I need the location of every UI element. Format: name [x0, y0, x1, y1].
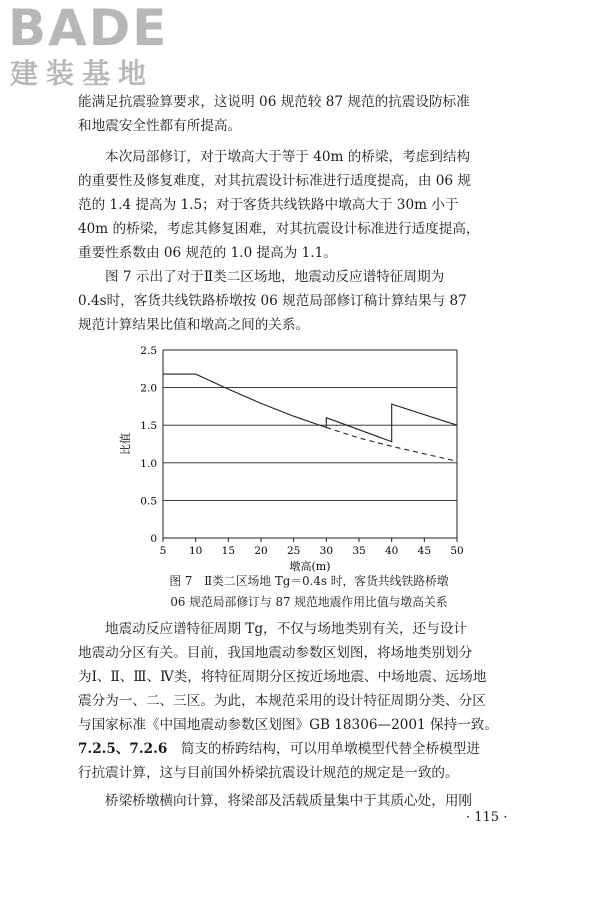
y-tick-label: 1.0: [140, 457, 157, 470]
paragraph-2: [78, 145, 540, 265]
text-line: 行抗震计算，这与目前国外桥梁抗震设计规范的规定是一致的。: [78, 765, 459, 781]
x-tick-label: 25: [286, 545, 301, 557]
text-line: 0.4s时，客货共线铁路桥墩按 06 规范局部修订稿计算结果与 87: [78, 293, 467, 309]
text-line: 桥梁桥墩横向计算，将梁部及活载质量集中于其质心处，用刚: [105, 793, 473, 809]
text-line: 本次局部修订，对于墩高大于等于 40m 的桥梁，考虑到结构: [105, 149, 471, 165]
x-tick-label: 5: [159, 545, 167, 557]
y-axis-label: 比值: [119, 433, 132, 455]
x-tick-label: 45: [417, 545, 432, 557]
logo-sub-text: 建装基地: [10, 57, 155, 90]
series-line-solid: [163, 374, 457, 442]
x-tick-label: 40: [384, 545, 399, 557]
text-line: 为Ⅰ、Ⅱ、Ⅲ、Ⅳ类，将特征周期分区按近场地震、中场地震、远场地: [78, 669, 487, 685]
text-line: 的重要性及修复难度，对其抗震设计标准进行适度提高，由 06 规: [78, 173, 471, 189]
text-line: 40m 的桥梁，考虑其修复困难，对其抗震设计标准进行适度提高，: [78, 221, 480, 237]
chart-grid: [163, 350, 457, 538]
text-line: 地震动分区有关。目前，我国地震动参数区划图，将场地类别划分: [78, 645, 473, 661]
y-tick-label: 2.5: [140, 345, 157, 357]
page-number: · 115 ·: [466, 810, 508, 825]
text-line: 震分为一、二、三区。为此，本规范采用的设计特征周期分类、分区: [78, 693, 486, 709]
logo: [8, 2, 178, 94]
text-line: 范的 1.4 提高为 1.5；对于客货共线铁路中墩高大于 30m 小于: [78, 197, 459, 213]
logo-main-text: BADE: [8, 0, 169, 57]
x-tick-label: 10: [188, 545, 203, 557]
x-axis-label: 墩高(m): [289, 560, 331, 573]
x-tick-label: 30: [319, 545, 334, 557]
paragraph-5: [78, 737, 540, 785]
chart-axes: [140, 345, 463, 557]
text-line: 重要性系数由 06 规范的 1.0 提高为 1.1。: [78, 245, 337, 261]
paragraph-3: [78, 265, 540, 337]
text-line: 图 7 示出了对于Ⅱ类二区场地，地震动反应谱特征周期为: [105, 269, 445, 285]
x-tick-label: 50: [450, 545, 464, 557]
x-tick-label: 15: [221, 545, 236, 557]
figure-caption-line-2: 06 规范局部修订与 87 规范地震作用比值与墩高关系: [170, 595, 448, 609]
y-tick-label: 2.0: [140, 382, 157, 395]
text-line: 地震动反应谱特征周期 Tg，不仅与场地类别有关，还与设计: [105, 621, 467, 637]
paragraph-1: [78, 90, 540, 138]
y-tick-label: 0.5: [140, 495, 157, 508]
ratio-chart: [115, 338, 475, 578]
text-line: 与国家标准《中国地震动参数区划图》GB 18306—2001 保持一致。: [78, 717, 498, 733]
y-tick-label: 1.5: [140, 420, 157, 433]
paragraph-4: [78, 617, 540, 737]
text-line: 能满足抗震验算要求，这说明 06 规范较 87 规范的抗震设防标准: [78, 94, 470, 110]
x-tick-label: 20: [254, 545, 268, 557]
text-line: 规范计算结果比值和墩高之间的关系。: [78, 317, 310, 333]
y-tick-label: 0: [150, 533, 157, 545]
x-tick-label: 35: [352, 545, 366, 557]
text-line: 简支的桥跨结构，可以用单墩模型代替全桥模型进: [180, 741, 480, 757]
text-line: 和地震安全性都有所提高。: [78, 118, 242, 134]
section-number: 7.2.5、7.2.6: [78, 741, 168, 757]
figure-caption-line-1: 图 7 Ⅱ类二区场地 Tg＝0.4s 时，客货共线铁路桥墩: [169, 574, 449, 588]
